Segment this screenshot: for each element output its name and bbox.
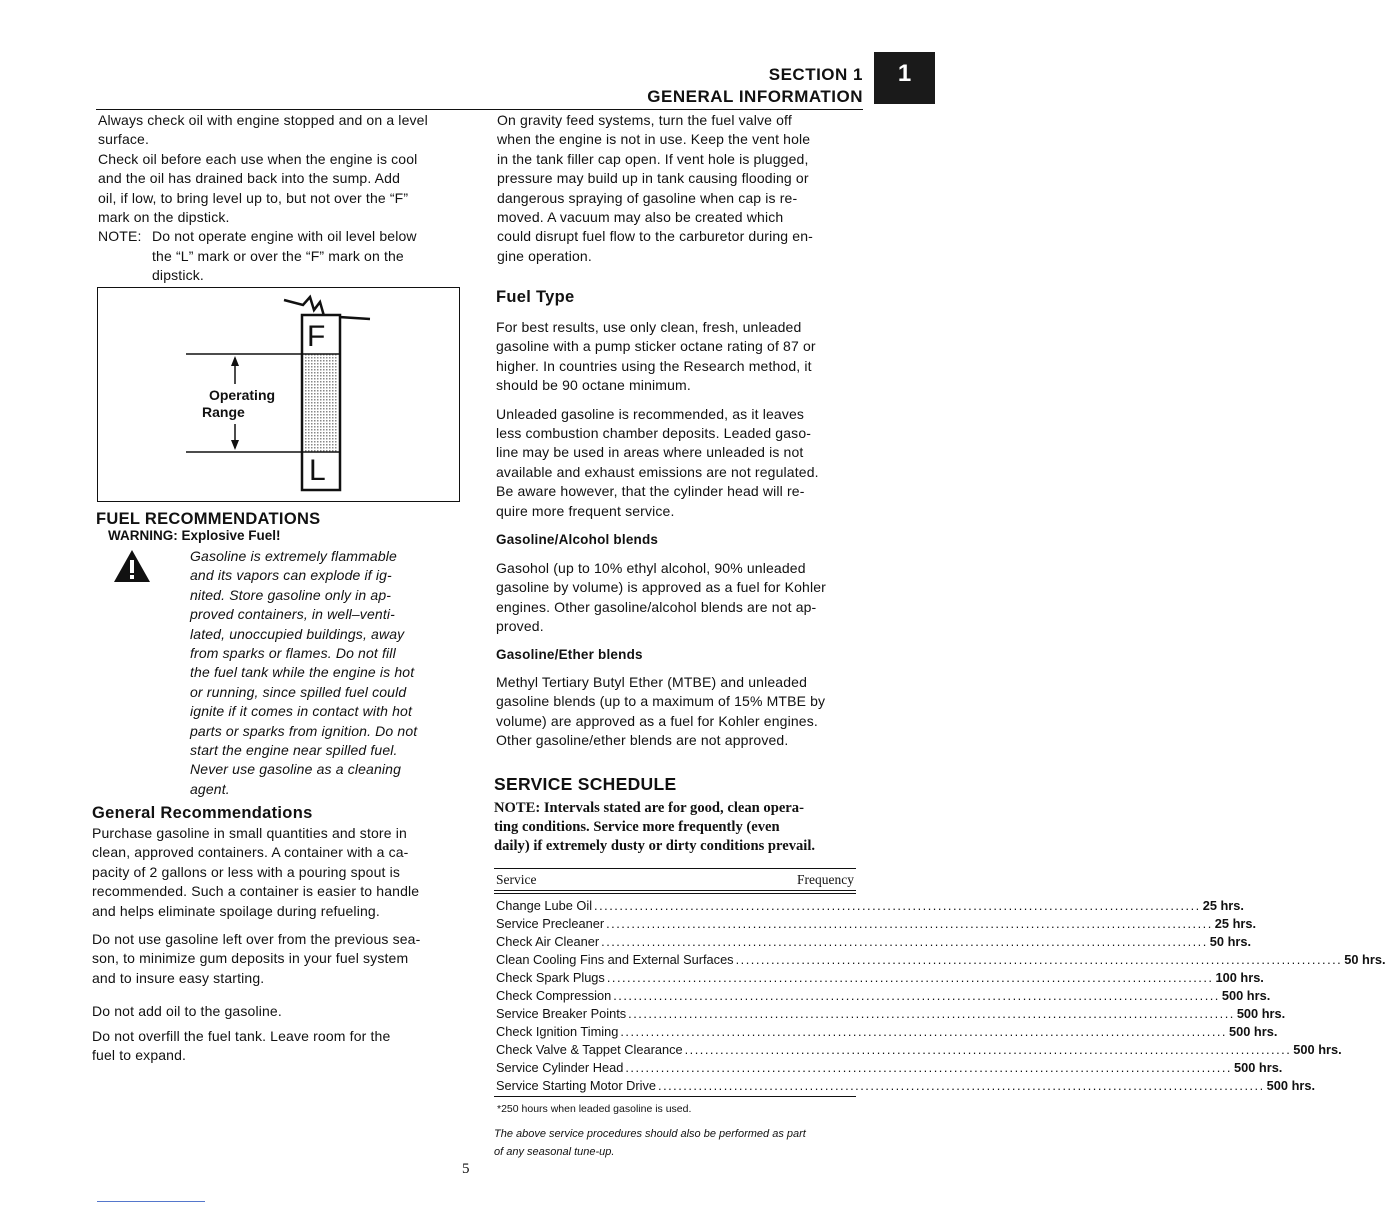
- service-item: Check Valve & Tappet Clearance: [496, 1042, 683, 1057]
- text-line: clean, approved containers. A container with a ca-: [92, 844, 409, 861]
- leader-dots: ........................................................................................................................: [601, 934, 1208, 949]
- text-line: less combustion chamber deposits. Leaded gaso-: [496, 425, 812, 442]
- text-line: the “L” mark or over the “F” mark on the: [152, 247, 404, 264]
- service-frequency: 500 hrs.: [1229, 1024, 1278, 1039]
- table-row: [496, 1023, 1278, 1041]
- range-label-line: Operating: [208, 387, 276, 403]
- text-line: Always check oil with engine stopped and on a level: [98, 112, 428, 128]
- text-line: recommended. Such a container is easier to handle: [92, 883, 420, 900]
- leader-dots: ........................................................................................................................: [620, 1024, 1227, 1039]
- service-frequency: 50 hrs.: [1344, 952, 1386, 967]
- fuel-type-heading: Fuel Type: [496, 288, 575, 306]
- service-frequency: 500 hrs.: [1266, 1078, 1316, 1093]
- operating-range-label: [186, 387, 286, 421]
- service-note: [494, 799, 864, 856]
- leader-dots: ........................................................................................................................: [625, 1060, 1232, 1075]
- text-line: Check oil before each use when the engine is cool: [98, 150, 418, 167]
- text-line: oil, if low, to bring level up to, but not over the “F”: [98, 189, 409, 206]
- text-line: pressure may build up in tank causing flooding or: [497, 170, 809, 187]
- header-rule: [96, 109, 863, 110]
- text-line: ignite if it comes in contact with hot: [190, 703, 413, 720]
- service-item: Service Precleaner: [496, 916, 605, 931]
- text-line: The above service procedures should also be performed as part: [494, 1128, 806, 1140]
- section-title: GENERAL INFORMATION: [647, 87, 863, 106]
- text-line: nited. Store gasoline only in ap-: [190, 586, 392, 603]
- text-line: available and exhaust emissions are not regulated.: [496, 463, 819, 480]
- service-frequency: 500 hrs.: [1236, 1006, 1286, 1021]
- text-line: On gravity feed systems, turn the fuel valve off: [497, 112, 792, 128]
- leader-dots: ........................................................................................................................: [606, 916, 1213, 931]
- fuel-type-text: [496, 318, 871, 521]
- section-tab-number: 1: [897, 60, 912, 87]
- text-line: fuel to expand.: [92, 1047, 187, 1064]
- dipstick-diagram: [97, 287, 460, 502]
- text-line: Unleaded gasoline is recommended, as it leaves: [496, 405, 805, 422]
- alcohol-blends-text: [496, 559, 876, 637]
- text-line: should be 90 octane minimum.: [496, 377, 691, 394]
- text-line: in the tank filler cap open. If vent hole is plugged,: [497, 150, 809, 167]
- leaded-footnote: *250 hours when leaded gasoline is used.: [497, 1103, 692, 1115]
- service-item: Check Compression: [496, 988, 612, 1003]
- service-item: Change Lube Oil: [496, 898, 593, 913]
- note-label: NOTE:: [98, 228, 142, 245]
- text-line: higher. In countries using the Research method, it: [496, 357, 812, 374]
- text-line: ting conditions. Service more frequently (even: [494, 819, 780, 835]
- text-line: Other gasoline/ether blends are not approved.: [496, 732, 789, 749]
- ether-blends-text: [496, 673, 876, 751]
- text-line: Methyl Tertiary Butyl Ether (MTBE) and unleaded: [496, 674, 808, 690]
- seasonal-tuneup-note: [494, 1125, 864, 1161]
- text-line: and helps eliminate spoilage during refueling.: [92, 902, 380, 919]
- leader-dots: ........................................................................................................................: [628, 1006, 1235, 1021]
- text-line: and to insure easy starting.: [92, 969, 265, 986]
- text-line: and its vapors can explode if ig-: [190, 567, 392, 584]
- text-line: and the oil has drained back into the sump. Add: [98, 170, 401, 187]
- warning-triangle-icon: [113, 549, 151, 588]
- text-line: Do not add oil to the gasoline.: [92, 1003, 282, 1020]
- table-header-row: [494, 869, 856, 889]
- table-row: [496, 951, 1386, 969]
- oil-note: [98, 227, 478, 285]
- service-item: Service Breaker Points: [496, 1006, 627, 1021]
- gravity-feed-text: [497, 111, 872, 266]
- text-line: dipstick.: [152, 267, 204, 284]
- table-row: [496, 1041, 1342, 1059]
- text-line: from sparks or flames. Do not fill: [190, 645, 396, 662]
- range-label-line: Range: [202, 404, 245, 420]
- text-line: mark on the dipstick.: [98, 209, 230, 226]
- service-frequency: 50 hrs.: [1209, 934, 1252, 949]
- leader-dots: ........................................................................................................................: [735, 952, 1343, 967]
- table-row: [496, 915, 1257, 933]
- leader-dots: ........................................................................................................................: [606, 970, 1214, 985]
- text-line: lated, unoccupied buildings, away: [190, 625, 405, 642]
- text-line: For best results, use only clean, fresh, unleaded: [496, 319, 802, 335]
- bottom-link-rule: [97, 1201, 205, 1202]
- ether-blends-heading: Gasoline/Ether blends: [496, 647, 643, 662]
- oil-check-text: [98, 111, 478, 286]
- text-line: line may be used in areas where unleaded is not: [496, 444, 804, 461]
- f-mark: F: [307, 320, 326, 353]
- frequency-column-header: Frequency: [797, 872, 854, 887]
- service-item: Check Spark Plugs: [496, 970, 605, 985]
- service-column-header: Service: [496, 872, 537, 887]
- text-line: quire more frequent service.: [496, 502, 675, 519]
- text-line: when the engine is not in use. Keep the vent hole: [497, 131, 811, 148]
- text-line: start the engine near spilled fuel.: [190, 742, 398, 759]
- schedule-rows: [494, 894, 1386, 1095]
- leader-dots: ........................................................................................................................: [613, 988, 1220, 1003]
- text-line: Do not use gasoline left over from the previous sea-: [92, 931, 421, 948]
- service-item: Clean Cooling Fins and External Surfaces: [496, 952, 734, 967]
- service-item: Service Starting Motor Drive: [496, 1078, 657, 1093]
- text-line: proved containers, in well–venti-: [190, 606, 395, 623]
- leader-dots: ........................................................................................................................: [658, 1078, 1265, 1093]
- text-line: agent.: [190, 780, 230, 797]
- text-line: daily) if extremely dusty or dirty conditions prevail.: [494, 838, 816, 854]
- text-line: pacity of 2 gallons or less with a pouring spout is: [92, 863, 401, 880]
- text-line: Do not overfill the fuel tank. Leave room for the: [92, 1027, 391, 1044]
- text-line: Be aware however, that the cylinder head will re-: [496, 483, 805, 500]
- text-line: NOTE: Intervals stated are for good, clean opera-: [494, 800, 804, 816]
- service-frequency: 100 hrs.: [1215, 970, 1264, 985]
- text-line: Gasoline is extremely flammable: [190, 548, 397, 564]
- text-line: engines. Other gasoline/alcohol blends are not ap-: [496, 598, 817, 615]
- table-row: [496, 987, 1271, 1005]
- text-line: surface.: [98, 131, 149, 148]
- general-recommendations-heading: General Recommendations: [92, 804, 313, 822]
- service-schedule-heading: SERVICE SCHEDULE: [494, 774, 677, 794]
- text-line: or running, since spilled fuel could: [190, 683, 407, 700]
- text-line: Gasohol (up to 10% ethyl alcohol, 90% unleaded: [496, 560, 806, 576]
- l-mark: L: [309, 454, 326, 487]
- text-line: volume) are approved as a fuel for Kohler engines.: [496, 712, 818, 729]
- text-line: could disrupt fuel flow to the carburetor during en-: [497, 228, 813, 245]
- leader-dots: ........................................................................................................................: [594, 898, 1201, 913]
- service-frequency: 500 hrs.: [1293, 1042, 1342, 1057]
- service-frequency: 25 hrs.: [1202, 898, 1244, 913]
- general-recommendations-text: [92, 824, 477, 1065]
- text-line: Do not operate engine with oil level below: [152, 228, 417, 245]
- leader-dots: ........................................................................................................................: [684, 1042, 1292, 1057]
- text-line: Purchase gasoline in small quantities and store in: [92, 825, 407, 841]
- warning-text: [190, 547, 470, 799]
- text-line: Never use gasoline as a cleaning: [190, 761, 402, 778]
- table-row: [496, 933, 1252, 951]
- text-line: gine operation.: [497, 247, 592, 264]
- section-tab: [874, 52, 935, 104]
- service-schedule-table: [494, 868, 1386, 1097]
- text-line: parts or sparks from ignition. Do not: [190, 722, 418, 739]
- text-line: gasoline with a pump sticker octane rating of 87 or: [496, 338, 816, 355]
- table-row: [496, 969, 1264, 987]
- service-item: Service Cylinder Head: [496, 1060, 624, 1075]
- service-frequency: 500 hrs.: [1221, 988, 1271, 1003]
- service-item: Check Ignition Timing: [496, 1024, 619, 1039]
- table-row: [496, 897, 1244, 915]
- warning-heading: WARNING: Explosive Fuel!: [108, 528, 281, 543]
- text-line: gasoline by volume) is approved as a fuel for Kohler: [496, 579, 826, 596]
- text-line: the fuel tank while the engine is hot: [190, 664, 415, 681]
- service-frequency: 25 hrs.: [1214, 916, 1257, 931]
- text-line: son, to minimize gum deposits in your fuel system: [92, 950, 409, 967]
- table-row: [496, 1059, 1283, 1077]
- text-line: moved. A vacuum may also be created which: [497, 209, 784, 226]
- service-frequency: 500 hrs.: [1233, 1060, 1283, 1075]
- dipstick-range-shading: [304, 354, 338, 452]
- service-item: Check Air Cleaner: [496, 934, 600, 949]
- text-line: of any seasonal tune-up.: [494, 1146, 615, 1158]
- text-line: gasoline blends (up to a maximum of 15% MTBE by: [496, 693, 826, 710]
- table-row: [496, 1005, 1286, 1023]
- text-line: proved.: [496, 618, 544, 635]
- section-number: SECTION 1: [768, 65, 863, 84]
- fuel-recommendations-heading: FUEL RECOMMENDATIONS: [96, 510, 321, 528]
- page-number: 5: [462, 1161, 470, 1177]
- alcohol-blends-heading: Gasoline/Alcohol blends: [496, 532, 659, 547]
- text-line: dangerous spraying of gasoline when cap is re-: [497, 189, 798, 206]
- table-row: [496, 1077, 1316, 1095]
